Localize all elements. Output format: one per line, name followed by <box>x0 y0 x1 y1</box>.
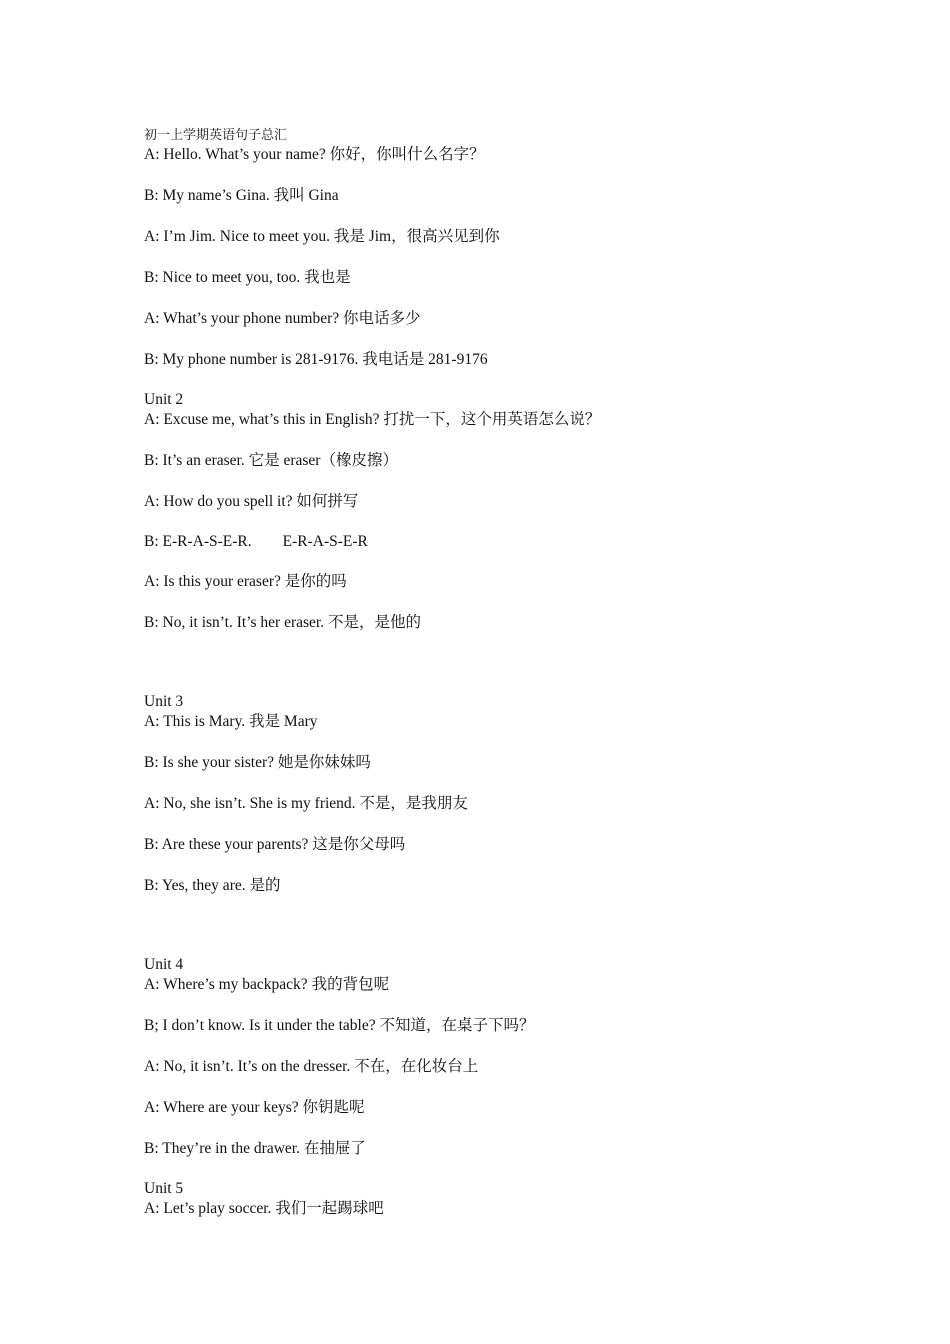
sentence-line: B: Is she your sister? 她是你妹妹吗 <box>144 754 371 771</box>
unit-3-heading: Unit 3 <box>144 693 184 710</box>
sentence-line: B: E-R-A-S-E-R. E-R-A-S-E-R <box>144 533 368 550</box>
sentence-line: A: How do you spell it? 如何拼写 <box>144 493 359 510</box>
sentence-line: A: No, it isn’t. It’s on the dresser. 不在，在化妆台上 <box>144 1058 479 1075</box>
unit-5-heading: Unit 5 <box>144 1180 184 1197</box>
sentence-line: A: Where’s my backpack? 我的背包呢 <box>144 976 390 993</box>
sentence-line: B; I don’t know. Is it under the table? 不知道，在桌子下吗？ <box>144 1017 535 1034</box>
sentence-line: A: No, she isn’t. She is my friend. 不是，是我朋友 <box>144 795 468 812</box>
sentence-line: B: My phone number is 281-9176. 我电话是 281-9176 <box>144 351 488 368</box>
sentence-line: B: It’s an eraser. 它是 eraser（橡皮擦） <box>144 452 398 469</box>
document-title: 初一上学期英语句子总汇 <box>144 127 288 142</box>
sentence-line: B: My name’s Gina. 我叫 Gina <box>144 187 339 204</box>
sentence-line: A: Hello. What’s your name? 你好，你叫什么名字？ <box>144 146 485 163</box>
sentence-line: A: I’m Jim. Nice to meet you. 我是 Jim，很高兴见到你 <box>144 228 500 245</box>
sentence-line: B: No, it isn’t. It’s her eraser. 不是，是他的 <box>144 614 421 631</box>
sentence-line: B: Yes, they are. 是的 <box>144 877 281 894</box>
sentence-line: A: Excuse me, what’s this in English? 打扰一下，这个用英语怎么说？ <box>144 411 601 428</box>
sentence-line: A: Is this your eraser? 是你的吗 <box>144 573 347 590</box>
sentence-line: B: Are these your parents? 这是你父母吗 <box>144 836 406 853</box>
sentence-line: B: Nice to meet you, too. 我也是 <box>144 269 351 286</box>
sentence-line: A: Let’s play soccer. 我们一起踢球吧 <box>144 1200 384 1217</box>
unit-2-heading: Unit 2 <box>144 391 184 408</box>
sentence-line: B: They’re in the drawer. 在抽屉了 <box>144 1140 366 1157</box>
unit-4-heading: Unit 4 <box>144 956 184 973</box>
sentence-line: A: This is Mary. 我是 Mary <box>144 713 318 730</box>
sentence-line: A: Where are your keys? 你钥匙呢 <box>144 1099 365 1116</box>
sentence-line: A: What’s your phone number? 你电话多少 <box>144 310 421 327</box>
